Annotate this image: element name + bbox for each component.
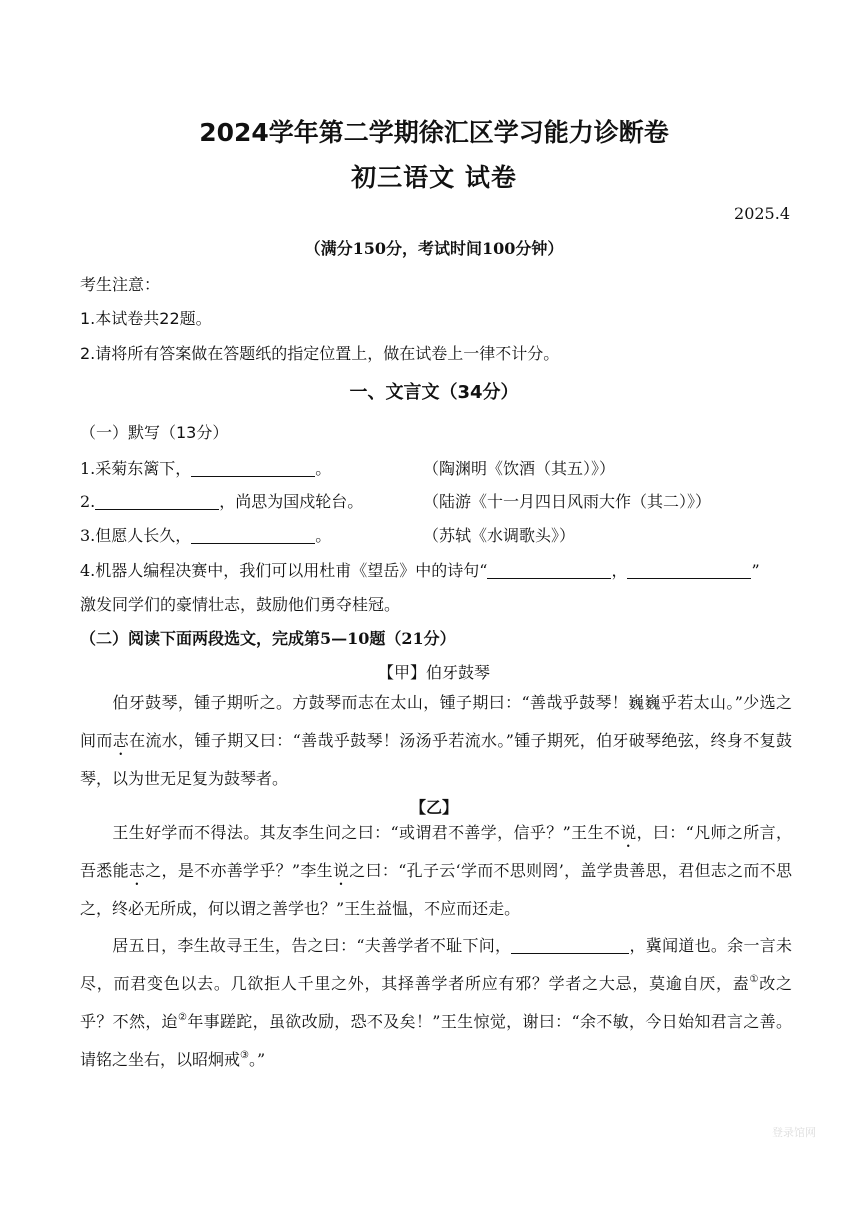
exam-date: 2025.4 [734,204,790,223]
notice-item-2: 2.请将所有答案做在答题纸的指定位置上，做在试卷上一律不计分。 [80,344,560,363]
emphasized-char: 说 [620,823,637,842]
answer-blank [191,460,315,477]
answer-blank [487,562,611,579]
passage-yi-paragraph-2 [80,927,792,1079]
passage-yi-paragraph-1 [80,814,792,928]
passage-text: 王生好学而不得法。其友李生问之曰：“或谓君不善学，信乎？”王生不 [112,823,621,842]
question-2-text: ，尚思为国戍轮台。 [219,492,364,511]
answer-blank [95,493,219,510]
answer-blank [627,562,751,579]
question-4-quote-end: ” [751,561,760,580]
watermark: 登录馆网 [772,1126,816,1139]
passage-text: ，曰：“凡师之所言，吾悉能 [80,823,792,880]
exam-subtitle: 初三语文 试卷 [351,163,517,192]
emphasized-char: 说 [332,861,350,880]
passage-yi-heading: 【乙】 [409,798,458,817]
question-3 [80,523,331,546]
question-1 [80,456,331,479]
passage-text: 。” [248,1050,266,1069]
question-1-end: 。 [315,459,332,478]
notice-heading: 考生注意： [80,275,161,294]
section-title: 一、文言文（34分） [349,382,519,403]
part1-title: （一）默写（13分） [80,423,229,442]
question-1-text: 1.采菊东篱下， [80,459,192,478]
question-4-comma: ， [611,561,628,580]
question-3-text: 3.但愿人长久， [80,526,192,545]
passage-jia-text [80,684,792,798]
emphasized-char: 志 [112,731,130,750]
footnote-marker: ① [749,974,760,985]
footnote-marker: ② [178,1012,188,1023]
question-4-line-2: 激发同学们的豪情壮志，鼓励他们勇夺桂冠。 [80,595,401,614]
emphasized-char: 志 [128,861,146,880]
question-3-source: （苏轼《水调歌头》） [423,526,576,545]
answer-blank [191,527,315,544]
passage-text: 伯牙鼓琴，锺子期听之。方鼓琴而志在太山，锺子期曰：“善哉乎鼓琴！巍巍乎若太山。”少选之间而 [80,693,792,750]
passage-jia-heading: 【甲】伯牙鼓琴 [377,663,490,682]
notice-item-1: 1.本试卷共22题。 [80,309,212,328]
question-1-source: （陶渊明《饮酒（其五）》） [423,459,616,478]
passage-text: 在流水，锺子期又曰：“善哉乎鼓琴！汤汤乎若流水。”锺子期死，伯牙破琴绝弦，终身不复鼓琴，以为世无足复为鼓琴者。 [80,731,792,788]
answer-blank [511,937,629,954]
question-2-source: （陆游《十一月四日风雨大作（其二）》） [423,492,712,511]
passage-text: 居五日，李生故寻王生，告之曰：“夫善学者不耻下问， [112,936,512,955]
question-3-end: 。 [315,526,332,545]
question-2-number: 2. [80,492,96,511]
question-2 [80,489,363,512]
passage-text: 之，是不亦善学乎？”李生 [145,861,333,880]
passage-text: 之曰：“孔子云‘学而不思则罔’，盖学贵善思，君但志之而不思之，终必无所成，何以谓之善学也？”王生益愠，不应而还走。 [80,861,792,918]
part2-title: （二）阅读下面两段选文，完成第5—10题（21分） [80,629,456,648]
passage-text: 改之乎？不然，迨 [80,974,792,1031]
question-4 [80,558,760,581]
passage-text: ，冀闻道也。余一言未尽，而君变色以去。几欲拒人千里之外，其择善学者所应有邪？学者之大忌，莫逾自厌，盍 [80,936,792,993]
exam-title: 2024学年第二学期徐汇区学习能力诊断卷 [199,118,669,147]
question-4-text: 4.机器人编程决赛中，我们可以用杜甫《望岳》中的诗句“ [80,561,488,580]
passage-text: 年事蹉跎，虽欲改励，恐不及矣！”王生惊觉，谢曰：“余不敏，今日始知君言之善。请铭之坐右，以昭炯戒 [80,1012,792,1069]
footnote-marker: ③ [240,1050,249,1061]
full-marks-note: （满分150分，考试时间100分钟） [304,239,564,258]
